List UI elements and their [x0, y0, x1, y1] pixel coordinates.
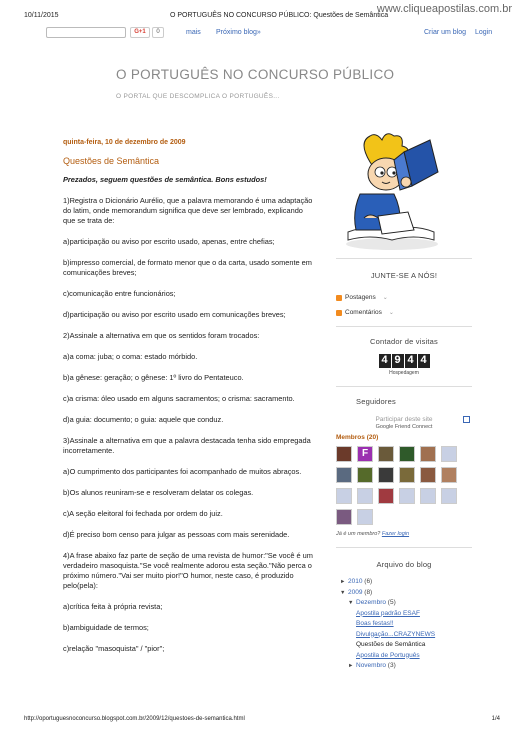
member-avatars: [336, 446, 472, 525]
post-paragraph: a)a coma: juba; o coma: estado mórbido.: [63, 352, 198, 361]
post-paragraph: a)O cumprimento dos participantes foi acompanhado de muitos abraços.: [63, 467, 302, 476]
post-body: [63, 196, 315, 654]
feed-posts-label: Postagens: [345, 294, 376, 301]
create-blog-link[interactable]: Criar um blog: [424, 29, 467, 36]
post-paragraph: 1)Registra o Dicionário Aurélio, que a palavra memorando é uma adaptação do latim, onde memorandum significa que deve ser lembrado, explicando que se trata de:: [63, 196, 313, 225]
visit-counter[interactable]: [336, 354, 472, 368]
rss-icon: [336, 310, 342, 316]
feed-posts[interactable]: [336, 294, 472, 301]
archive-dezembro-label[interactable]: Dezembro: [356, 599, 386, 606]
print-date: 10/11/2015: [24, 12, 59, 19]
join-title: JUNTE-SE A NÓS!: [370, 271, 438, 280]
post-paragraph: d)É preciso bom censo para julgar as pessoas com mais serenidade.: [63, 530, 290, 539]
avatar[interactable]: [378, 467, 394, 483]
post-paragraph: d)participação ou aviso por escrito usado em comunicações breves;: [63, 310, 286, 319]
post-paragraph: b)impresso comercial, de formato menor que o da carta, usado somente em comunicações breves;: [63, 258, 312, 277]
archive-novembro-count: (3): [387, 662, 396, 669]
login-link[interactable]: Login: [475, 29, 493, 36]
avatar[interactable]: [378, 488, 394, 504]
archive-2010[interactable]: [340, 577, 472, 588]
post-paragraph: 2)Assinale a alternativa em que os sentidos foram trocados:: [63, 331, 260, 340]
archive-dezembro[interactable]: [340, 598, 472, 609]
post-paragraph: c)relação "masoquista" / "pior";: [63, 644, 165, 653]
post-paragraph: a)participação ou aviso por escrito usado, apenas, entre chefias;: [63, 237, 275, 246]
gplus-button[interactable]: G+1: [130, 27, 150, 38]
post-paragraph: c)comunicação entre funcionários;: [63, 289, 176, 298]
watermark: www.cliqueapostilas.com.br: [376, 3, 512, 15]
archive-post-link[interactable]: Apostila de Português: [356, 651, 420, 659]
blog-description: O PORTAL QUE DESCOMPLICA O PORTUGUÊS...: [116, 93, 280, 100]
avatar[interactable]: [441, 467, 457, 483]
avatar[interactable]: [378, 446, 394, 462]
avatar[interactable]: [336, 446, 352, 462]
print-header: [0, 0, 520, 24]
print-page-title: O PORTUGUÊS NO CONCURSO PÚBLICO: Questões de Semântica: [170, 12, 389, 19]
avatar[interactable]: [357, 488, 373, 504]
archive-2009-label[interactable]: 2009: [348, 588, 363, 596]
print-url: http://oportuguesnoconcurso.blogspot.com.br/2009/12/questoes-de-semantica.html: [24, 716, 245, 722]
chevron-down-icon[interactable]: ⌄: [382, 295, 388, 301]
avatar[interactable]: [441, 488, 457, 504]
archive-2009[interactable]: [340, 588, 472, 599]
counter-caption: Hospedagem: [389, 370, 419, 376]
post-paragraph: 3)Assinale a alternativa em que a palavra destacada tenha sido empregada incorretamente.: [63, 436, 311, 455]
divider: [336, 386, 472, 387]
post-paragraph: a)crítica feita à própria revista;: [63, 602, 163, 611]
avatar[interactable]: [420, 488, 436, 504]
already-member-label: Já é um membro?: [336, 531, 381, 537]
divider: [336, 547, 472, 548]
archive-dezembro-count: (5): [387, 599, 396, 606]
post-paragraph: b)ambiguidade de termos;: [63, 623, 149, 632]
archive-post-link[interactable]: Boas festas!!: [356, 620, 394, 627]
avatar[interactable]: [357, 467, 373, 483]
chevron-down-icon[interactable]: ⌄: [388, 310, 394, 316]
archive-novembro[interactable]: [340, 661, 472, 672]
avatar[interactable]: F: [357, 446, 373, 462]
archive-2010-count: (6): [364, 578, 373, 585]
feed-comments[interactable]: [336, 309, 472, 316]
counter-title: Contador de visitas: [369, 337, 438, 346]
avatar[interactable]: [441, 446, 457, 462]
avatar[interactable]: [336, 509, 352, 525]
avatar[interactable]: [399, 488, 415, 504]
follow-site-link[interactable]: Participar deste site: [375, 416, 433, 423]
expand-icon[interactable]: [463, 416, 470, 423]
blog-archive: [336, 577, 472, 672]
post-date: quinta-feira, 10 de dezembro de 2009: [63, 139, 186, 146]
signin-link[interactable]: Fazer login: [381, 531, 410, 537]
post-paragraph: c)A seção eleitoral foi fechada por ordem do juiz.: [63, 509, 223, 518]
avatar[interactable]: [399, 446, 415, 462]
archive-post-link[interactable]: Divulgação...CRAZYNEWS: [356, 630, 436, 638]
rss-icon: [336, 295, 342, 301]
archive-post-link[interactable]: Apostila padrão ESAF: [356, 609, 420, 617]
avatar[interactable]: [420, 446, 436, 462]
followers-title: Seguidores: [356, 397, 396, 406]
divider: [336, 258, 472, 259]
already-member-text: [336, 531, 472, 537]
gplus-count: 0: [152, 27, 164, 38]
post-paragraph: b)a gênese: geração; o gênese: 1º livro do Pentateuco.: [63, 373, 244, 382]
avatar[interactable]: [399, 467, 415, 483]
next-blog-link[interactable]: Próximo blog»: [216, 29, 261, 36]
post-paragraph: c)a crisma: óleo usado em alguns sacramentos; o crisma: sacramento.: [63, 394, 295, 403]
archive-post-current[interactable]: Questões de Semântica: [356, 641, 426, 648]
feed-comments-label: Comentários: [345, 309, 382, 316]
post-paragraph: 4)A frase abaixo faz parte de seção de uma revista de humor:"Se você é um verdadeiro masoquista."Se você realmente adorou esta seção."Não perca o próximo número."Vai ser muito pior!"O humor, neste caso, é produzido pelo(pela):: [63, 551, 313, 590]
sidebar: [336, 258, 472, 672]
post: [63, 138, 315, 654]
avatar[interactable]: [420, 467, 436, 483]
post-title[interactable]: Questões de Semântica: [63, 156, 160, 166]
blog-title[interactable]: O PORTUGUÊS NO CONCURSO PÚBLICO: [116, 67, 395, 82]
counter-digit: 4: [405, 354, 417, 368]
search-input[interactable]: [46, 27, 126, 38]
avatar[interactable]: [336, 488, 352, 504]
avatar[interactable]: [336, 467, 352, 483]
members-count: Membros (20): [336, 434, 379, 441]
counter-digit: 4: [379, 354, 391, 368]
collapse-arrow-icon[interactable]: ▼: [348, 600, 354, 606]
more-link[interactable]: mais: [186, 29, 201, 36]
avatar[interactable]: [357, 509, 373, 525]
archive-2010-label[interactable]: 2010: [348, 578, 363, 585]
reading-boy-illustration: [330, 132, 454, 252]
collapse-arrow-icon[interactable]: ▼: [340, 589, 346, 596]
divider: [336, 326, 472, 327]
archive-title: Arquivo do blog: [376, 560, 432, 569]
expand-arrow-icon[interactable]: ►: [348, 663, 354, 669]
expand-arrow-icon[interactable]: ►: [340, 579, 346, 585]
gfc-label: Google Friend Connect: [375, 424, 433, 430]
post-paragraph: b)Os alunos reuniram-se e resolveram delatar os colegas.: [63, 488, 254, 497]
archive-novembro-label[interactable]: Novembro: [356, 662, 386, 669]
post-intro: Prezados, seguem questões de semântica. Bons estudos!: [63, 175, 267, 184]
archive-2009-count: (8): [364, 588, 373, 596]
counter-digit: 9: [392, 354, 404, 368]
print-page-number: 1/4: [491, 716, 500, 722]
post-paragraph: d)a guia: documento; o guia: aquele que conduz.: [63, 415, 224, 424]
blogger-navbar: [46, 26, 498, 42]
followers-widget: [336, 416, 472, 537]
counter-digit: 4: [418, 354, 430, 368]
